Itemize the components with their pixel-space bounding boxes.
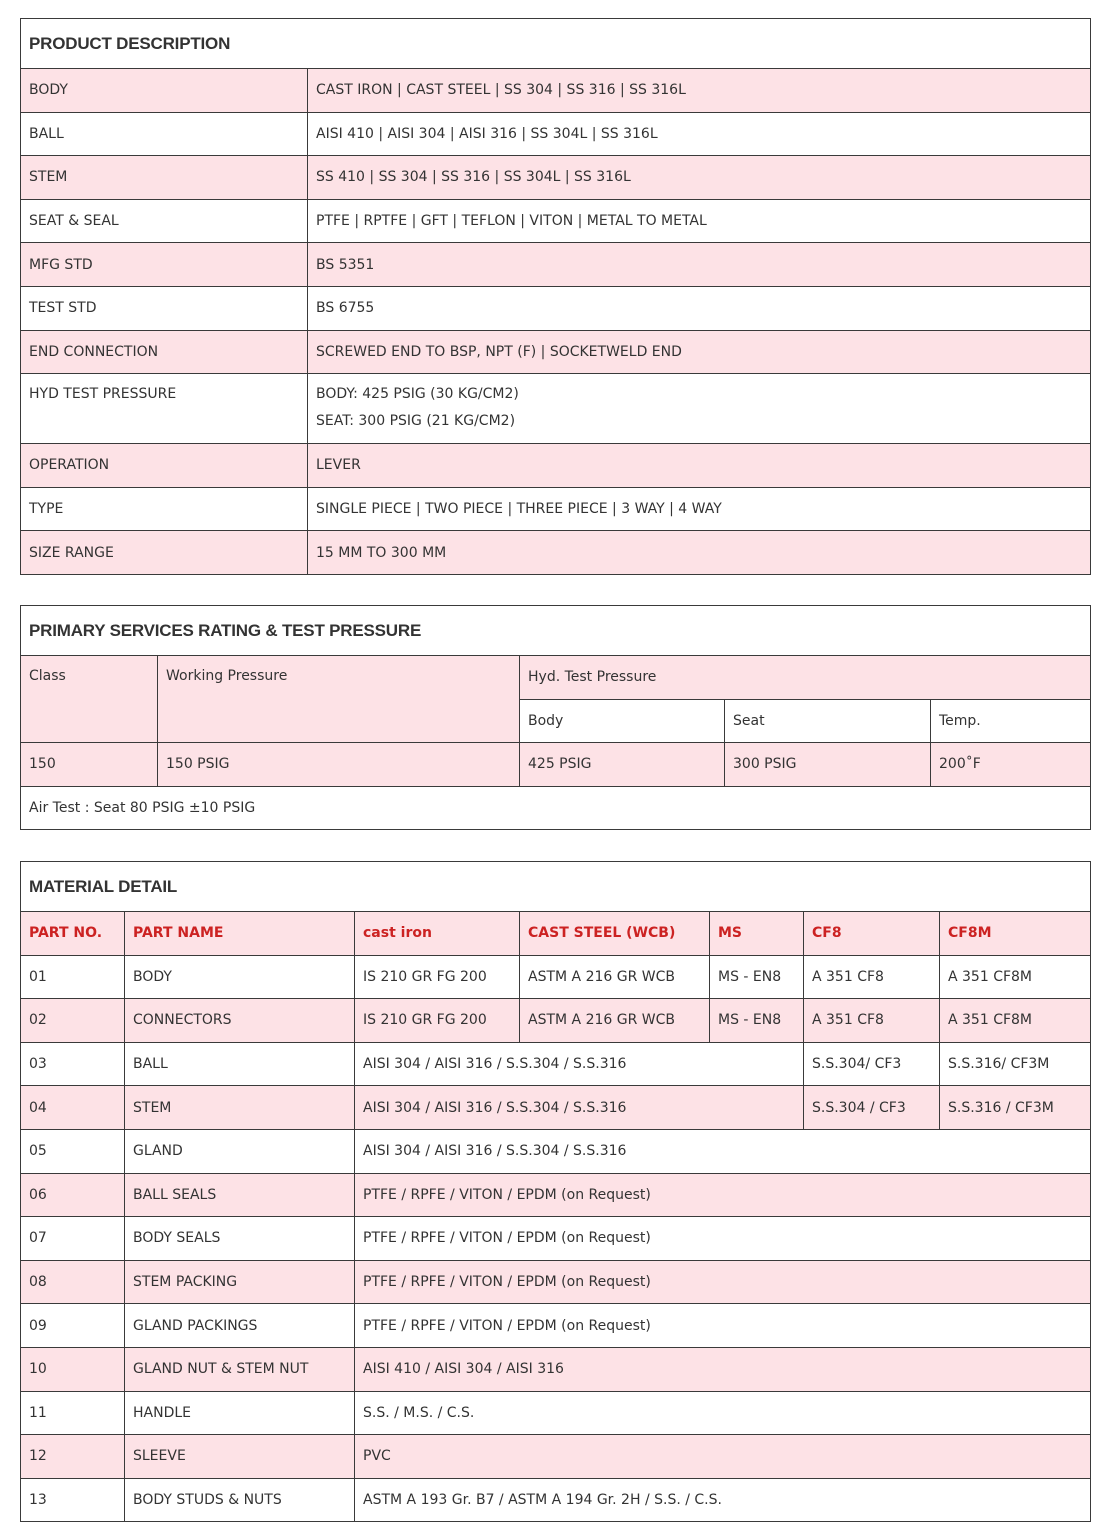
material-cell: A 351 CF8 [804, 999, 940, 1043]
part-name: GLAND [125, 1129, 355, 1173]
material-cell: MS - EN8 [710, 955, 804, 999]
table-row [21, 955, 1091, 999]
table-row [21, 1086, 1091, 1130]
material-cell: PTFE / RPFE / VITON / EPDM (on Request) [355, 1173, 1091, 1217]
part-no-header: PART NO. [21, 912, 125, 956]
table-row [21, 1042, 1091, 1086]
services-rating-table [20, 605, 1091, 830]
spec-value: BS 5351 [308, 243, 1091, 287]
seat-pressure-value: 300 PSIG [725, 743, 931, 787]
table-row [21, 1173, 1091, 1217]
material-cell: S.S. / M.S. / C.S. [355, 1391, 1091, 1435]
part-no: 03 [21, 1042, 125, 1086]
part-no: 12 [21, 1435, 125, 1479]
spec-label: STEM [21, 156, 308, 200]
cast-iron-header: cast iron [355, 912, 520, 956]
body-header: Body [520, 699, 725, 743]
cf8m-header: CF8M [940, 912, 1091, 956]
table-row [21, 1260, 1091, 1304]
spec-label: TEST STD [21, 286, 308, 330]
spec-value: PTFE | RPTFE | GFT | TEFLON | VITON | METAL TO METAL [308, 199, 1091, 243]
part-no: 02 [21, 999, 125, 1043]
spec-value: 15 MM TO 300 MM [308, 531, 1091, 575]
spec-value-multiline [308, 374, 1091, 444]
part-no: 04 [21, 1086, 125, 1130]
part-name: CONNECTORS [125, 999, 355, 1043]
hyd-seat-line: SEAT: 300 PSIG (21 KG/CM2) [316, 412, 516, 429]
table-row [21, 1129, 1091, 1173]
spec-label: SEAT & SEAL [21, 199, 308, 243]
material-cell: AISI 410 / AISI 304 / AISI 316 [355, 1347, 1091, 1391]
table-row [21, 1217, 1091, 1261]
material-cell: A 351 CF8M [940, 999, 1091, 1043]
seat-header: Seat [725, 699, 931, 743]
services-rating-title: PRIMARY SERVICES RATING & TEST PRESSURE [21, 606, 1091, 656]
part-no: 06 [21, 1173, 125, 1217]
ms-header: MS [710, 912, 804, 956]
spec-label: OPERATION [21, 444, 308, 488]
part-name: STEM PACKING [125, 1260, 355, 1304]
spec-value: SINGLE PIECE | TWO PIECE | THREE PIECE | 3 WAY | 4 WAY [308, 487, 1091, 531]
part-no: 01 [21, 955, 125, 999]
material-cell: IS 210 GR FG 200 [355, 955, 520, 999]
part-name: HANDLE [125, 1391, 355, 1435]
table-row [21, 999, 1091, 1043]
material-cell: ASTM A 193 Gr. B7 / ASTM A 194 Gr. 2H / S.S. / C.S. [355, 1478, 1091, 1522]
product-description-title: PRODUCT DESCRIPTION [21, 19, 1091, 69]
table-row [21, 1435, 1091, 1479]
material-cell: ASTM A 216 GR WCB [520, 955, 710, 999]
part-no: 13 [21, 1478, 125, 1522]
part-no: 07 [21, 1217, 125, 1261]
material-cell: S.S.316 / CF3M [940, 1086, 1091, 1130]
part-name: BALL [125, 1042, 355, 1086]
material-cell: MS - EN8 [710, 999, 804, 1043]
material-detail-title: MATERIAL DETAIL [21, 862, 1091, 912]
air-test-note: Air Test : Seat 80 PSIG ±10 PSIG [21, 786, 1091, 830]
part-no: 05 [21, 1129, 125, 1173]
material-cell: IS 210 GR FG 200 [355, 999, 520, 1043]
part-no: 11 [21, 1391, 125, 1435]
part-name: STEM [125, 1086, 355, 1130]
spec-label: TYPE [21, 487, 308, 531]
material-cell: A 351 CF8M [940, 955, 1091, 999]
spec-label: BODY [21, 69, 308, 113]
material-cell: PTFE / RPFE / VITON / EPDM (on Request) [355, 1260, 1091, 1304]
part-no: 08 [21, 1260, 125, 1304]
material-cell: PTFE / RPFE / VITON / EPDM (on Request) [355, 1217, 1091, 1261]
table-row [21, 1391, 1091, 1435]
temp-header: Temp. [931, 699, 1091, 743]
hyd-test-pressure-header: Hyd. Test Pressure [520, 656, 1091, 700]
part-no: 09 [21, 1304, 125, 1348]
material-cell: PVC [355, 1435, 1091, 1479]
material-cell: S.S.316/ CF3M [940, 1042, 1091, 1086]
part-name: BALL SEALS [125, 1173, 355, 1217]
table-row [21, 1304, 1091, 1348]
spec-value: BS 6755 [308, 286, 1091, 330]
part-name: SLEEVE [125, 1435, 355, 1479]
part-name-header: PART NAME [125, 912, 355, 956]
temp-value: 200˚F [931, 743, 1091, 787]
part-no: 10 [21, 1347, 125, 1391]
material-cell: S.S.304/ CF3 [804, 1042, 940, 1086]
spec-value: CAST IRON | CAST STEEL | SS 304 | SS 316 | SS 316L [308, 69, 1091, 113]
material-cell: PTFE / RPFE / VITON / EPDM (on Request) [355, 1304, 1091, 1348]
product-description-table [20, 18, 1091, 575]
part-name: GLAND NUT & STEM NUT [125, 1347, 355, 1391]
cf8-header: CF8 [804, 912, 940, 956]
spec-label: HYD TEST PRESSURE [21, 374, 308, 444]
material-cell: S.S.304 / CF3 [804, 1086, 940, 1130]
part-name: BODY STUDS & NUTS [125, 1478, 355, 1522]
part-name: GLAND PACKINGS [125, 1304, 355, 1348]
spec-label: MFG STD [21, 243, 308, 287]
table-row [21, 1478, 1091, 1522]
spec-label: END CONNECTION [21, 330, 308, 374]
cast-steel-header: CAST STEEL (WCB) [520, 912, 710, 956]
class-header: Class [21, 656, 158, 743]
hyd-body-line: BODY: 425 PSIG (30 KG/CM2) [316, 385, 519, 402]
spec-label: SIZE RANGE [21, 531, 308, 575]
body-pressure-value: 425 PSIG [520, 743, 725, 787]
spec-value: SCREWED END TO BSP, NPT (F) | SOCKETWELD END [308, 330, 1091, 374]
material-cell: A 351 CF8 [804, 955, 940, 999]
material-cell: AISI 304 / AISI 316 / S.S.304 / S.S.316 [355, 1129, 1091, 1173]
part-name: BODY [125, 955, 355, 999]
material-detail-table [20, 861, 1091, 1522]
material-cell: ASTM A 216 GR WCB [520, 999, 710, 1043]
spec-label: BALL [21, 112, 308, 156]
table-row [21, 1347, 1091, 1391]
working-pressure-value: 150 PSIG [158, 743, 520, 787]
material-cell: AISI 304 / AISI 316 / S.S.304 / S.S.316 [355, 1086, 804, 1130]
class-value: 150 [21, 743, 158, 787]
spec-value: SS 410 | SS 304 | SS 316 | SS 304L | SS 316L [308, 156, 1091, 200]
spec-value: AISI 410 | AISI 304 | AISI 316 | SS 304L | SS 316L [308, 112, 1091, 156]
spec-value: LEVER [308, 444, 1091, 488]
material-cell: AISI 304 / AISI 316 / S.S.304 / S.S.316 [355, 1042, 804, 1086]
part-name: BODY SEALS [125, 1217, 355, 1261]
working-pressure-header: Working Pressure [158, 656, 520, 743]
